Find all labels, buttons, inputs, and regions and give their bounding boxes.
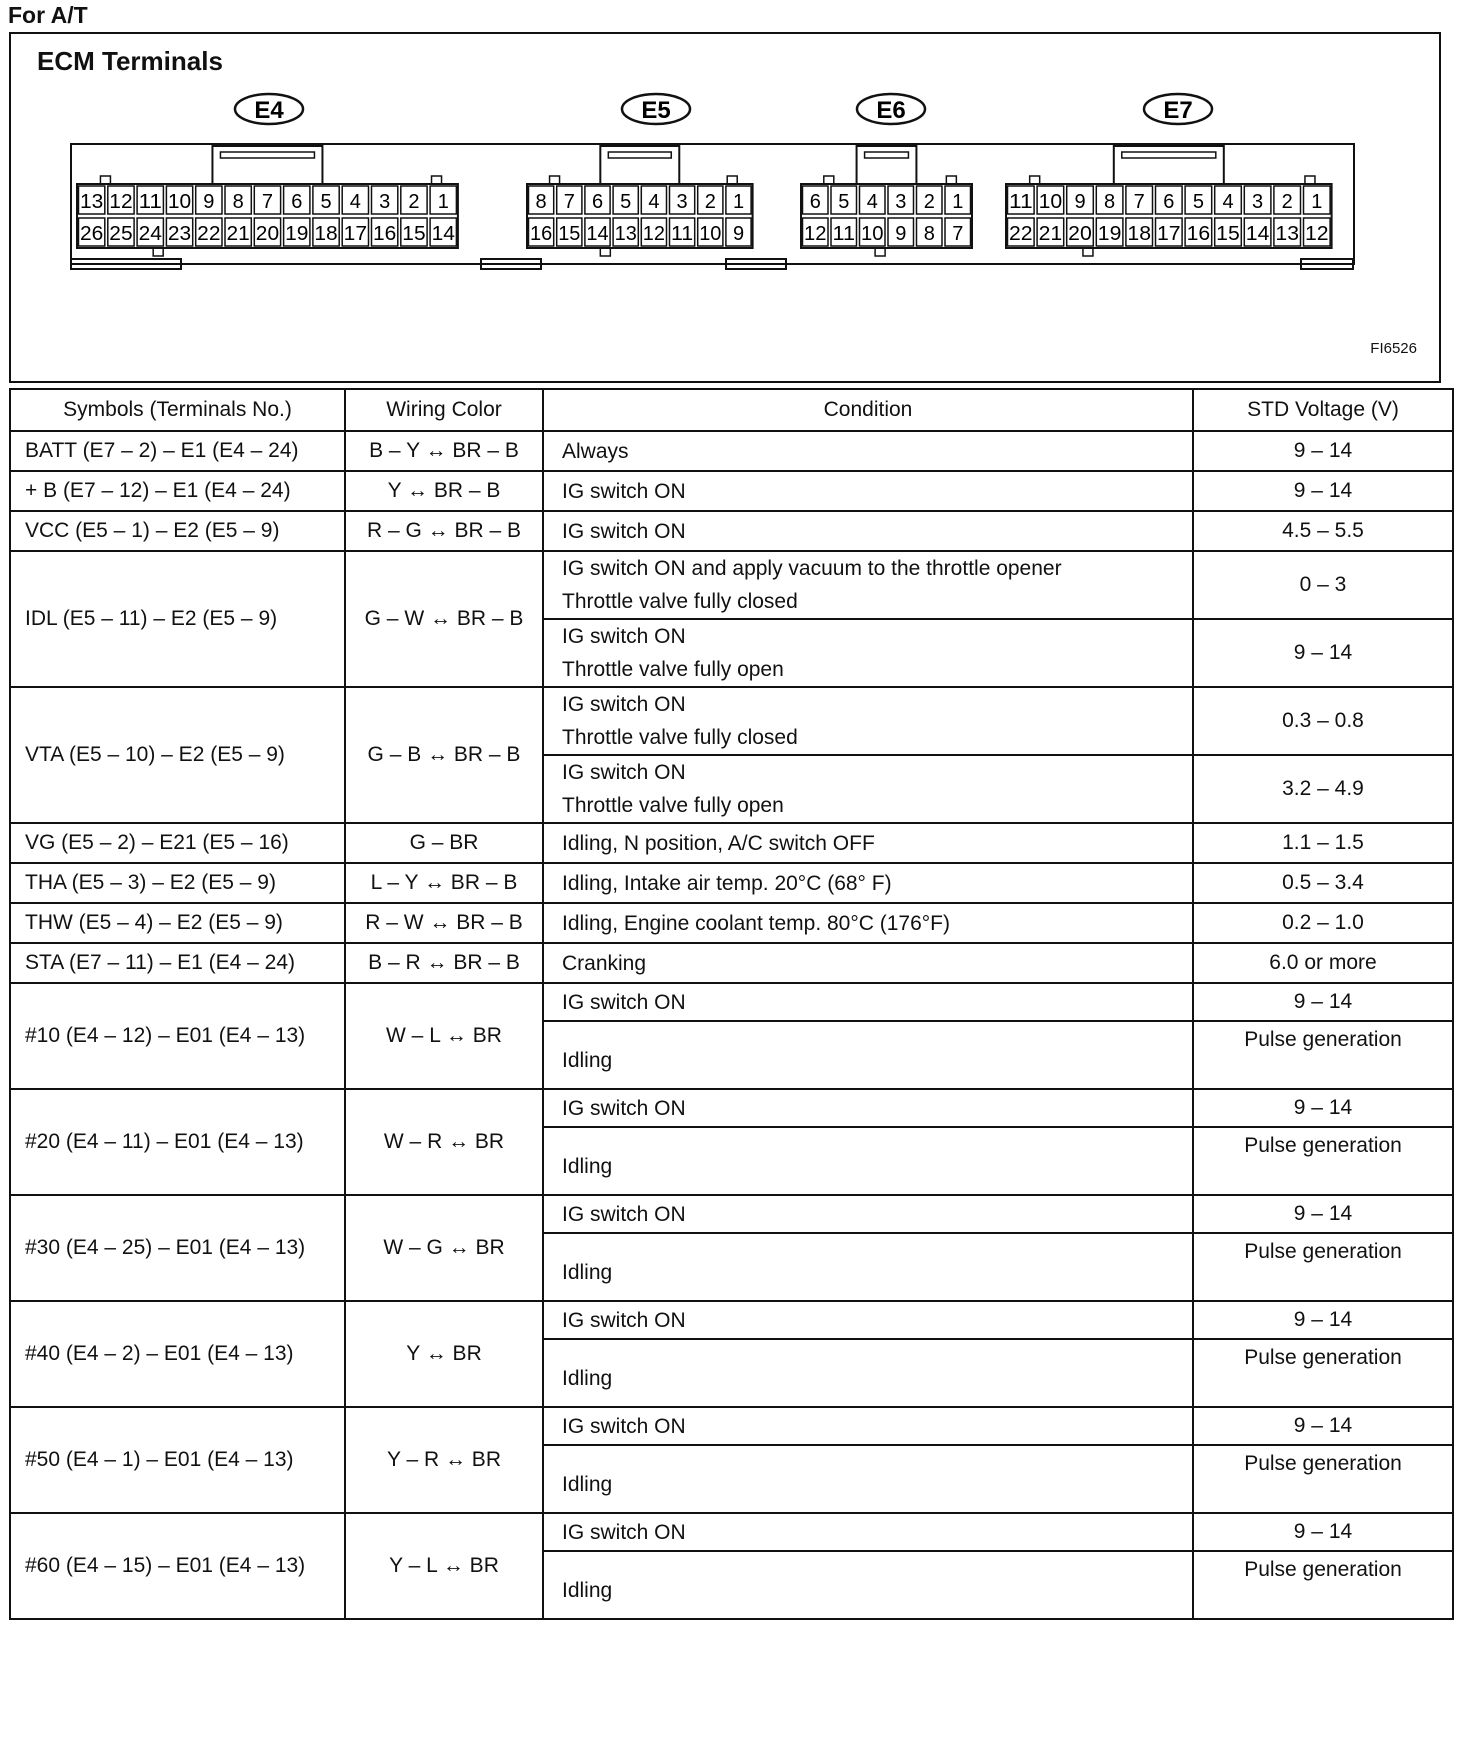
terminal-number: 21 bbox=[226, 223, 250, 245]
voltage-cell: 9 – 14 bbox=[1193, 619, 1453, 687]
terminal-number: 14 bbox=[1245, 223, 1270, 245]
condition-line: Idling, Intake air temp. 20°C (68° F) bbox=[562, 871, 892, 895]
condition-cell bbox=[543, 471, 1193, 511]
terminal-number: 19 bbox=[285, 223, 309, 245]
table-header-row bbox=[10, 389, 1453, 431]
condition-cell bbox=[543, 619, 1193, 687]
wiring-color-cell: Y ↔ BR – B bbox=[345, 471, 543, 511]
terminal-number: 6 bbox=[1163, 191, 1175, 213]
voltage-cell: Pulse generation bbox=[1193, 1445, 1453, 1513]
condition-line: Throttle valve fully closed bbox=[562, 726, 798, 749]
terminal-number: 7 bbox=[261, 191, 274, 213]
terminal-number: 22 bbox=[1009, 223, 1033, 245]
condition-cell bbox=[543, 1445, 1193, 1513]
wiring-color-cell: R – W ↔ BR – B bbox=[345, 903, 543, 943]
symbol-cell: VG (E5 – 2) – E21 (E5 – 16) bbox=[10, 823, 345, 863]
wiring-color-cell: B – Y ↔ BR – B bbox=[345, 431, 543, 471]
symbol-cell: #60 (E4 – 15) – E01 (E4 – 13) bbox=[10, 1513, 345, 1619]
voltage-cell: 9 – 14 bbox=[1193, 983, 1453, 1021]
terminal-number: 7 bbox=[563, 191, 575, 213]
voltage-cell: 9 – 14 bbox=[1193, 471, 1453, 511]
condition-line: IG switch ON bbox=[562, 519, 686, 543]
terminal-number: 12 bbox=[1305, 223, 1329, 245]
terminal-number: 4 bbox=[1222, 191, 1234, 213]
terminal-number: 2 bbox=[923, 191, 935, 213]
condition-cell bbox=[543, 755, 1193, 823]
header-condition: Condition bbox=[543, 389, 1193, 431]
terminal-number: 4 bbox=[866, 191, 878, 213]
terminal-number: 19 bbox=[1097, 223, 1122, 245]
connector-key bbox=[946, 176, 956, 184]
condition-line: Idling bbox=[562, 1472, 613, 1496]
symbol-cell: BATT (E7 – 2) – E1 (E4 – 24) bbox=[10, 431, 345, 471]
voltage-cell: 9 – 14 bbox=[1193, 1301, 1453, 1339]
header-std-voltage: STD Voltage (V) bbox=[1193, 389, 1453, 431]
condition-line: IG switch ON bbox=[562, 479, 686, 503]
terminal-number: 1 bbox=[952, 191, 964, 213]
ecm-terminals-diagram bbox=[9, 32, 1441, 383]
terminal-number: 1 bbox=[1311, 191, 1323, 213]
wiring-color-cell: G – W ↔ BR – B bbox=[345, 551, 543, 687]
table-row bbox=[10, 1407, 1453, 1445]
voltage-cell: 6.0 or more bbox=[1193, 943, 1453, 983]
connector-label: E5 bbox=[641, 97, 671, 124]
table-row bbox=[10, 1301, 1453, 1339]
condition-line: IG switch ON bbox=[562, 990, 686, 1014]
connector-drawing bbox=[11, 34, 1439, 381]
condition-cell bbox=[543, 511, 1193, 551]
terminal-number: 2 bbox=[1281, 191, 1293, 213]
condition-line: Idling bbox=[562, 1578, 613, 1602]
terminal-number: 4 bbox=[349, 191, 361, 213]
terminal-number: 3 bbox=[676, 191, 688, 213]
terminal-number: 12 bbox=[109, 191, 133, 213]
voltage-cell: Pulse generation bbox=[1193, 1339, 1453, 1407]
condition-cell bbox=[543, 1127, 1193, 1195]
table-row bbox=[10, 943, 1453, 983]
voltage-cell: Pulse generation bbox=[1193, 1127, 1453, 1195]
figure-id: FI6526 bbox=[1370, 340, 1417, 357]
terminal-number: 9 bbox=[203, 191, 215, 213]
terminal-number: 2 bbox=[408, 191, 420, 213]
connector-lock-slot bbox=[220, 152, 314, 158]
terminal-number: 11 bbox=[832, 223, 855, 245]
terminal-number: 15 bbox=[1216, 223, 1240, 245]
symbol-cell: #10 (E4 – 12) – E01 (E4 – 13) bbox=[10, 983, 345, 1089]
condition-cell bbox=[543, 1301, 1193, 1339]
connector-lock-slot bbox=[1122, 152, 1216, 158]
terminal-number: 21 bbox=[1038, 223, 1063, 245]
terminal-number: 7 bbox=[1133, 191, 1145, 213]
terminal-number: 17 bbox=[1157, 223, 1181, 245]
voltage-cell: Pulse generation bbox=[1193, 1233, 1453, 1301]
connector-key bbox=[727, 176, 737, 184]
terminal-number: 16 bbox=[1186, 223, 1211, 245]
condition-line: Throttle valve fully open bbox=[562, 658, 784, 681]
terminal-number: 8 bbox=[1104, 191, 1116, 213]
terminal-number: 8 bbox=[923, 223, 935, 245]
wiring-color-cell: W – L ↔ BR bbox=[345, 983, 543, 1089]
condition-cell bbox=[543, 983, 1193, 1021]
terminal-number: 16 bbox=[373, 223, 397, 245]
condition-line: IG switch ON bbox=[562, 693, 686, 716]
header-wiring-color: Wiring Color bbox=[345, 389, 543, 431]
condition-cell bbox=[543, 1195, 1193, 1233]
terminal-number: 20 bbox=[255, 223, 280, 245]
condition-line: Idling bbox=[562, 1260, 613, 1284]
voltage-cell: 9 – 14 bbox=[1193, 1513, 1453, 1551]
terminal-number: 1 bbox=[437, 191, 449, 213]
terminal-number: 9 bbox=[895, 223, 907, 245]
condition-cell bbox=[543, 863, 1193, 903]
condition-line: Idling bbox=[562, 1366, 613, 1390]
wiring-color-cell: B – R ↔ BR – B bbox=[345, 943, 543, 983]
header-symbols: Symbols (Terminals No.) bbox=[10, 389, 345, 431]
terminal-number: 23 bbox=[167, 223, 192, 245]
wiring-color-cell: W – R ↔ BR bbox=[345, 1089, 543, 1195]
wiring-color-cell: G – BR bbox=[345, 823, 543, 863]
terminal-number: 18 bbox=[314, 223, 338, 245]
voltage-cell: 3.2 – 4.9 bbox=[1193, 755, 1453, 823]
table-row bbox=[10, 863, 1453, 903]
terminal-number: 6 bbox=[291, 191, 303, 213]
condition-cell bbox=[543, 823, 1193, 863]
terminal-number: 14 bbox=[431, 223, 455, 245]
condition-line: IG switch ON bbox=[562, 1520, 686, 1544]
connector-label: E7 bbox=[1163, 97, 1193, 124]
condition-line: IG switch ON bbox=[562, 625, 686, 648]
condition-cell bbox=[543, 1339, 1193, 1407]
condition-line: Throttle valve fully closed bbox=[562, 590, 798, 613]
condition-line: Idling bbox=[562, 1048, 613, 1072]
terminal-number: 11 bbox=[1009, 191, 1033, 213]
table-row bbox=[10, 903, 1453, 943]
terminal-number: 12 bbox=[642, 223, 666, 245]
connector-label: E4 bbox=[254, 97, 284, 124]
terminal-number: 25 bbox=[109, 223, 133, 245]
symbol-cell: #50 (E4 – 1) – E01 (E4 – 13) bbox=[10, 1407, 345, 1513]
terminal-number: 10 bbox=[1038, 191, 1063, 213]
condition-cell bbox=[543, 1089, 1193, 1127]
table-row bbox=[10, 511, 1453, 551]
terminal-number: 17 bbox=[343, 223, 367, 245]
condition-cell bbox=[543, 1551, 1193, 1619]
connector-key bbox=[550, 176, 560, 184]
terminal-number: 8 bbox=[232, 191, 244, 213]
voltage-cell: 9 – 14 bbox=[1193, 431, 1453, 471]
voltage-cell: 0.2 – 1.0 bbox=[1193, 903, 1453, 943]
table-row bbox=[10, 471, 1453, 511]
condition-line: Idling, N position, A/C switch OFF bbox=[562, 831, 875, 855]
connector-lock-slot bbox=[865, 152, 909, 158]
terminal-number: 5 bbox=[620, 191, 632, 213]
symbol-cell: VTA (E5 – 10) – E2 (E5 – 9) bbox=[10, 687, 345, 823]
wiring-color-cell: L – Y ↔ BR – B bbox=[345, 863, 543, 903]
terminal-number: 10 bbox=[861, 223, 884, 245]
voltage-cell: 9 – 14 bbox=[1193, 1407, 1453, 1445]
connector-key bbox=[100, 176, 110, 184]
terminal-number: 14 bbox=[586, 223, 609, 245]
condition-line: Cranking bbox=[562, 951, 647, 975]
condition-cell bbox=[543, 1513, 1193, 1551]
wiring-color-cell: Y – L ↔ BR bbox=[345, 1513, 543, 1619]
terminals-table bbox=[9, 388, 1454, 1620]
table-row bbox=[10, 1513, 1453, 1551]
voltage-cell: 0.3 – 0.8 bbox=[1193, 687, 1453, 755]
connector-key bbox=[875, 248, 885, 256]
diagram-heading: ECM Terminals bbox=[37, 46, 223, 76]
connector-key bbox=[600, 248, 610, 256]
wiring-color-cell: Y – R ↔ BR bbox=[345, 1407, 543, 1513]
terminal-number: 18 bbox=[1127, 223, 1151, 245]
terminal-number: 13 bbox=[614, 223, 637, 245]
terminal-number: 24 bbox=[138, 223, 162, 245]
symbol-cell: #30 (E4 – 25) – E01 (E4 – 13) bbox=[10, 1195, 345, 1301]
condition-cell bbox=[543, 1407, 1193, 1445]
condition-cell bbox=[543, 903, 1193, 943]
terminal-number: 15 bbox=[402, 223, 426, 245]
condition-line: IG switch ON bbox=[562, 1308, 686, 1332]
condition-line: Throttle valve fully open bbox=[562, 794, 784, 817]
terminal-number: 12 bbox=[804, 223, 827, 245]
table-row bbox=[10, 1089, 1453, 1127]
symbol-cell: STA (E7 – 11) – E1 (E4 – 24) bbox=[10, 943, 345, 983]
terminal-number: 6 bbox=[591, 191, 604, 213]
wiring-color-cell: G – B ↔ BR – B bbox=[345, 687, 543, 823]
connector-key bbox=[1305, 176, 1315, 184]
symbol-cell: #20 (E4 – 11) – E01 (E4 – 13) bbox=[10, 1089, 345, 1195]
condition-line: IG switch ON bbox=[562, 1096, 686, 1120]
page-title: For A/T bbox=[8, 2, 88, 28]
terminal-number: 20 bbox=[1068, 223, 1092, 245]
connector-key bbox=[153, 248, 163, 256]
terminal-number: 3 bbox=[895, 191, 907, 213]
wiring-color-cell: R – G ↔ BR – B bbox=[345, 511, 543, 551]
table-row bbox=[10, 551, 1453, 619]
terminal-number: 13 bbox=[1275, 223, 1299, 245]
connector-label: E6 bbox=[876, 97, 906, 124]
wiring-color-cell: Y ↔ BR bbox=[345, 1301, 543, 1407]
terminal-number: 5 bbox=[320, 191, 332, 213]
table-row bbox=[10, 823, 1453, 863]
condition-cell bbox=[543, 431, 1193, 471]
terminal-number: 5 bbox=[838, 191, 850, 213]
terminal-number: 5 bbox=[1192, 191, 1204, 213]
terminal-number: 7 bbox=[952, 223, 964, 245]
voltage-cell: Pulse generation bbox=[1193, 1551, 1453, 1619]
terminal-number: 22 bbox=[197, 223, 221, 245]
condition-line: Idling bbox=[562, 1154, 613, 1178]
condition-cell bbox=[543, 551, 1193, 619]
terminal-number: 3 bbox=[379, 191, 391, 213]
terminal-number: 8 bbox=[535, 191, 547, 213]
voltage-cell: 4.5 – 5.5 bbox=[1193, 511, 1453, 551]
connector-body bbox=[801, 184, 972, 248]
wiring-color-cell: W – G ↔ BR bbox=[345, 1195, 543, 1301]
terminal-number: 11 bbox=[138, 191, 162, 213]
terminal-number: 11 bbox=[671, 223, 694, 245]
symbol-cell: THW (E5 – 4) – E2 (E5 – 9) bbox=[10, 903, 345, 943]
table-row bbox=[10, 983, 1453, 1021]
voltage-cell: Pulse generation bbox=[1193, 1021, 1453, 1089]
voltage-cell: 1.1 – 1.5 bbox=[1193, 823, 1453, 863]
table-row bbox=[10, 1195, 1453, 1233]
terminal-number: 6 bbox=[809, 191, 821, 213]
terminal-number: 9 bbox=[732, 223, 745, 245]
condition-line: Idling, Engine coolant temp. 80°C (176°F) bbox=[562, 911, 951, 935]
condition-line: IG switch ON and apply vacuum to the throttle opener bbox=[562, 557, 1062, 580]
terminal-number: 10 bbox=[699, 223, 722, 245]
symbol-cell: VCC (E5 – 1) – E2 (E5 – 9) bbox=[10, 511, 345, 551]
voltage-cell: 9 – 14 bbox=[1193, 1089, 1453, 1127]
condition-line: Always bbox=[562, 439, 629, 463]
terminal-number: 1 bbox=[732, 191, 745, 213]
terminal-number: 16 bbox=[530, 223, 553, 245]
condition-cell bbox=[543, 687, 1193, 755]
connector-key bbox=[432, 176, 442, 184]
connector-lock-slot bbox=[608, 152, 671, 158]
symbol-cell: IDL (E5 – 11) – E2 (E5 – 9) bbox=[10, 551, 345, 687]
terminal-number: 26 bbox=[80, 223, 104, 245]
terminal-number: 15 bbox=[558, 223, 581, 245]
symbol-cell: THA (E5 – 3) – E2 (E5 – 9) bbox=[10, 863, 345, 903]
symbol-cell: + B (E7 – 12) – E1 (E4 – 24) bbox=[10, 471, 345, 511]
condition-cell bbox=[543, 943, 1193, 983]
voltage-cell: 9 – 14 bbox=[1193, 1195, 1453, 1233]
voltage-cell: 0 – 3 bbox=[1193, 551, 1453, 619]
condition-cell bbox=[543, 1021, 1193, 1089]
condition-line: IG switch ON bbox=[562, 1202, 686, 1226]
connector-key bbox=[1030, 176, 1040, 184]
condition-line: IG switch ON bbox=[562, 1414, 686, 1438]
terminal-number: 2 bbox=[704, 191, 716, 213]
voltage-cell: 0.5 – 3.4 bbox=[1193, 863, 1453, 903]
terminal-number: 9 bbox=[1074, 191, 1086, 213]
symbol-cell: #40 (E4 – 2) – E01 (E4 – 13) bbox=[10, 1301, 345, 1407]
table-row bbox=[10, 431, 1453, 471]
condition-cell bbox=[543, 1233, 1193, 1301]
table-row bbox=[10, 687, 1453, 755]
terminal-number: 4 bbox=[648, 191, 660, 213]
condition-line: IG switch ON bbox=[562, 761, 686, 784]
terminal-number: 3 bbox=[1252, 191, 1264, 213]
connector-key bbox=[1083, 248, 1093, 256]
terminal-number: 10 bbox=[167, 191, 192, 213]
terminal-number: 13 bbox=[80, 191, 104, 213]
connector-key bbox=[824, 176, 834, 184]
